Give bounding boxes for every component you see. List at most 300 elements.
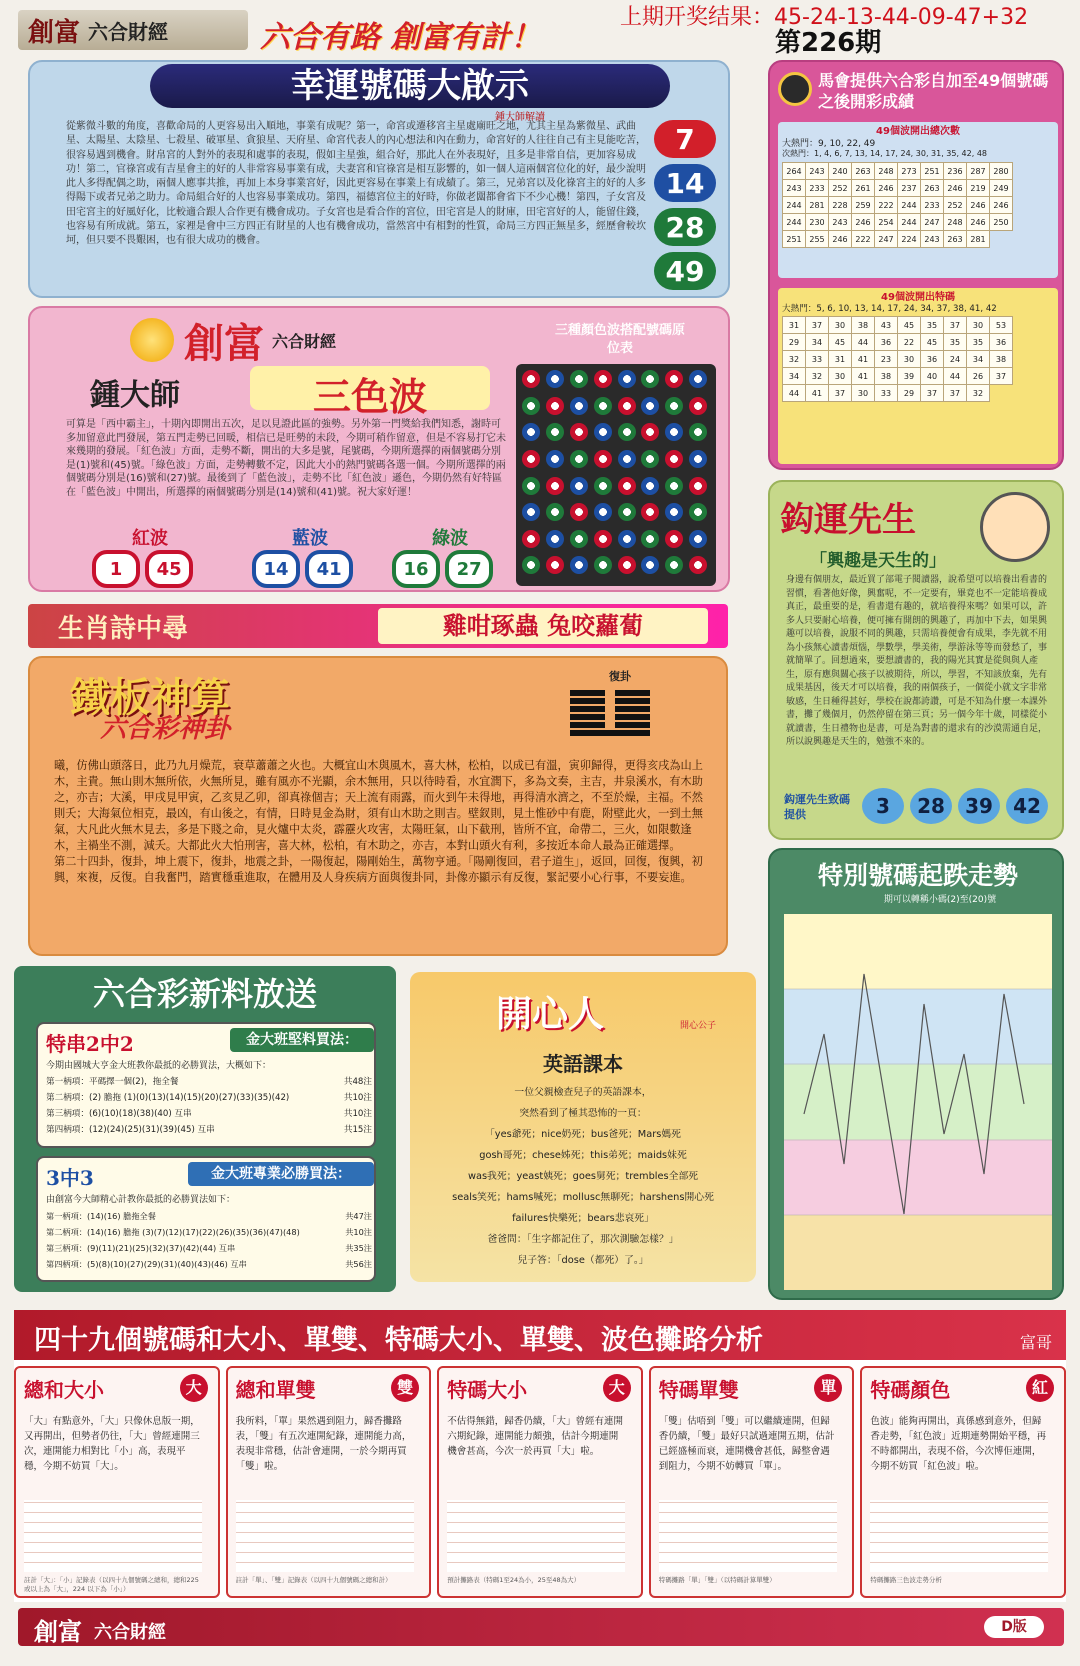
stat-cell: 248: [875, 163, 898, 180]
red-ball: 1: [92, 550, 140, 588]
stat-cell: 44: [783, 385, 806, 402]
footer-logo: 創富: [34, 1617, 82, 1646]
stat-cell: 40: [921, 368, 944, 385]
stat-cell: 37: [921, 385, 944, 402]
stat-cell: 30: [852, 385, 875, 402]
grid-ball: [594, 556, 612, 574]
new-material-title: 六合彩新料放送: [92, 975, 317, 1013]
stat-cell: 45: [829, 334, 852, 351]
joke-line: 爸爸問：「生字都記住了，那次測驗怎樣？」: [487, 1234, 679, 1245]
stat-cell: 36: [921, 351, 944, 368]
stat-cell: 31: [829, 351, 852, 368]
grid-ball: [570, 450, 588, 468]
happy-person-title: 開心人: [495, 993, 604, 1035]
stat-cell: 32: [783, 351, 806, 368]
grid-ball: [546, 397, 564, 415]
stat-cell: 30: [829, 317, 852, 334]
column-note: 註計「大」：「小」記錄表（以四十九個號碼之總和，總和225 或以上為「大」，224 以下為「小」）: [24, 1576, 199, 1593]
three-color-panel: [28, 306, 730, 592]
grid-ball: [570, 423, 588, 441]
cartoon-face-icon: [980, 492, 1050, 562]
column-badge: 大: [603, 1374, 631, 1402]
row-label: 第四柄項：(12)(24)(25)(31)(39)(45) 互串: [46, 1125, 215, 1135]
color-group-green: [380, 524, 520, 588]
issue-number: 第226期: [775, 28, 882, 58]
grid-ball: [689, 397, 707, 415]
iron-plate-text: 曦，仿佛山頭落日，此乃九月燥荒，衰草蕭蕭之火也。大概宜山木與風木，喜大林，松柏，以成已有溫，寅卯歸得，更得亥戌為山上木，主貴。無山則木無所依，火無所見，雖有風亦不光顯，余木無用，只以待時看，水宜潤下，多為文奏，主吉，井泉溪水，有木助之，亦吉；大溪，甲戌見甲寅，乙亥見乙卯，卻真祿個吉；天上流有雨露，而火到午未得地，再得清水濟之，不至於燥，主福。不然則夭；大海氣位相克，最凶，有山後之，有情，日時見金為財，須有山木助之則吉。壁釵則，見土惟砂中有鹿，附壁此火，一到土無氣，大凡此火無木見去，多是下賤之命，見火爐中太炎，霹靂火攻害，太陽旺氣，山下截刑，皆所不宜，命帶二，三火，如限數逢木，主禍坐不測，減夭。大都此火大怕刑害，喜大林，松柏，有木助之，亦吉，本對山頭火有利，多按近本命人最為正確選擇。 第二十四卦，復卦，坤上震下，復卦，地震之卦，一陽復起，陽剛始生，萬物亨通。「陽剛復回，君子道生」，返回，回復，復興，初興，來複，反復。自我奮門，踏實穩重進取，在體用及人身疾病方面與復卦同，卦像亦顯示有反復，緊記要小心行事，不要妄進。: [54, 759, 703, 884]
stat-cell: 222: [875, 197, 898, 214]
special-2-of-2-box: [36, 1022, 376, 1148]
grid-ball: [546, 370, 564, 388]
stat-cell: 281: [806, 197, 829, 214]
position-table-title: 三種顏色波搭配號碼原位表: [554, 323, 685, 356]
edition-badge: D版: [984, 1616, 1044, 1638]
column-title: 特碼單雙: [658, 1378, 739, 1402]
stat-cell: 243: [829, 214, 852, 231]
grid-ball: [570, 477, 588, 495]
logo-sub: 六合財經: [88, 19, 169, 44]
stat-cell: 263: [852, 163, 875, 180]
analysis-columns: [14, 1366, 1066, 1602]
iron-plate-panel: [28, 656, 728, 956]
analysis-column: [14, 1366, 220, 1598]
stat-cell: 246: [829, 231, 852, 248]
grid-ball: [522, 477, 540, 495]
stat-cell: 37: [944, 317, 967, 334]
joke-line: gosh哥死；chese姊死；this弟死；maids妹死: [479, 1150, 687, 1161]
grid-ball: [522, 370, 540, 388]
joke-line: 一位父親檢查兒子的英語課本，: [514, 1087, 652, 1098]
column-title: 特碼顏色: [870, 1378, 951, 1402]
stat-cell: 35: [921, 317, 944, 334]
box1-title: 特串2中2: [46, 1032, 134, 1056]
zodiac-poem-bar: [28, 604, 728, 648]
stat-cell: 33: [875, 385, 898, 402]
slogan: 六合有路 創富有計！: [260, 20, 541, 55]
stat-cell: 251: [921, 163, 944, 180]
logo-text: 創富: [28, 17, 81, 48]
grid-ball: [594, 503, 612, 521]
column-text: 「雙」估唔到「雙」可以繼續連開，但歸香仍續，「雙」最好只試過連開五期，估計已經盛極而衰，連開機會甚低，歸整會遇到阻力，今期不妨轉買「單」。: [658, 1416, 835, 1472]
grid-ball: [594, 423, 612, 441]
column-text: 「大」有點意外，「大」只像休息版一期，又再開出，但勢者仍往，「大」曾經連開三次，連開能力相對比「小」高，表現平穩，今期不妨買「大」。: [24, 1416, 200, 1472]
stats-table1-box: [778, 122, 1058, 278]
stat-cell: 246: [967, 214, 990, 231]
stat-cell: 224: [898, 231, 921, 248]
column-text: 不估得無錯，歸香仍續，「大」曾經有連開六期紀錄，連開能力頗強，估計今期連開機會甚高，今次一於再買「大」啦。: [447, 1416, 623, 1457]
stat-cell: 255: [806, 231, 829, 248]
grid-ball: [522, 530, 540, 548]
stat-cell: 32: [806, 368, 829, 385]
footer-logo-sub: 六合財經: [94, 1622, 166, 1643]
stat-cell: 243: [806, 163, 829, 180]
grid-ball: [618, 370, 636, 388]
grid-ball: [618, 503, 636, 521]
table1-grid: [782, 162, 1013, 248]
box2-intro: 由創富今大師精心計教你最抵的必勝買法如下：: [46, 1195, 236, 1205]
grid-ball: [522, 397, 540, 415]
lucky-sir-text: 身邊有個朋友，最近買了部電子閱讀器，說希望可以培養出看書的習慣，看著他好像，興奮呢，不一定要有，畢竟也不一定能培養成真正，最重要的是，看書還有趣的，就培養得來嗎？如果可以，許多人只要耐心培養，便可擁有開朗的興趣了，再加中下去，如果興趣可以培養，說服不同的興趣，只需培養便會有成果，李先就不用為小孩無心讀書煩惱，學數學，學美術，學游泳等等而發愁了，事就簡單了。回想過來，要想讀書的，我的陽光其實是從與與人產生，原有應與關心孩子以被期待，所以，學習，不知該放棄，先有成果基因，後天才可以培養，我的兩個孩子，一個從小就文字非常敏感，生日種得甚好，學校在說都誇讚，可是不知為什麼一本課外書，攤了幾個月，仍然停留在第三頁；另一個今年十歲，同樣從小就讀書，生日禮物也是書，可是為對書的還求有的沙漠需通自足，所以說興趣是天生的，勉強不來的。: [786, 575, 1048, 747]
analysis-title-bar: [14, 1310, 1066, 1360]
stat-cell: 34: [967, 351, 990, 368]
box2-tag: 金大班專業必勝買法：: [188, 1162, 374, 1186]
stat-cell: 41: [852, 351, 875, 368]
box2-rows: [46, 1208, 372, 1280]
grid-ball: [546, 556, 564, 574]
stat-cell: 22: [898, 334, 921, 351]
stat-cell: 280: [990, 163, 1013, 180]
stat-cell: 263: [921, 180, 944, 197]
green-ball: 27: [445, 550, 493, 588]
master-name: 鍾大師: [90, 378, 180, 413]
grid-ball: [522, 503, 540, 521]
stats-logo-icon: [778, 72, 812, 106]
stat-cell: 237: [898, 180, 921, 197]
brand-logo: [18, 10, 248, 50]
column-grid: [24, 1500, 202, 1572]
lucky-sir-ball: 3: [862, 788, 904, 824]
trend-subtitle: 期可以轉稱小碼(2)至(20)號: [883, 895, 997, 905]
box1-row: [46, 1074, 372, 1090]
lucky-sir-title: 鈎運先生: [780, 500, 916, 540]
new-material-panel: [14, 966, 396, 1292]
box1-row: [46, 1090, 372, 1106]
grid-ball: [618, 397, 636, 415]
red-ball: 45: [145, 550, 193, 588]
stat-cell: 244: [898, 197, 921, 214]
row-value: 共10注: [345, 1227, 372, 1237]
row-value: 共15注: [343, 1125, 372, 1135]
grid-ball: [641, 370, 659, 388]
column-note: 特碼攤路三色波走勢分析: [870, 1576, 942, 1584]
table2-grid: [782, 316, 1013, 402]
analysis-column: [649, 1366, 855, 1598]
box1-intro: 今期由國城大亨金大班教你最抵的必勝買法，大概如下：: [46, 1061, 272, 1071]
lucky-sir-ball: 28: [910, 788, 952, 824]
stat-cell: 244: [783, 214, 806, 231]
grid-ball: [641, 556, 659, 574]
grid-ball: [641, 397, 659, 415]
grid-ball: [689, 423, 707, 441]
stat-cell: 264: [783, 163, 806, 180]
joke-line: 「yes爺死；nice奶死；bus爸死；Mars媽死: [485, 1129, 681, 1140]
table1-hot: 大熱門：9, 10, 22, 49: [782, 139, 876, 149]
row-value: 共47注: [345, 1211, 372, 1221]
stats-table2-box: [778, 288, 1058, 464]
grid-ball: [570, 503, 588, 521]
analysis-column: [860, 1366, 1066, 1598]
stat-cell: 44: [944, 368, 967, 385]
grid-ball: [546, 530, 564, 548]
top-bar: [0, 0, 1080, 60]
row-value: 共10注: [343, 1109, 372, 1119]
stat-cell: 233: [806, 180, 829, 197]
stat-cell: 250: [990, 214, 1013, 231]
color-group-blue: [240, 524, 380, 588]
row-label: 第一柄項：(14)(16) 膽拖全餐: [46, 1211, 156, 1221]
stat-cell: 248: [944, 214, 967, 231]
three-color-text: 可算是「西中霸主」，十期內即開出五次，足以見證此區的強勢。另外第一門獎給我們知悉，謝時可多加留意此門發展，第五門走勢已回暖，相信已是旺勢的未段，今期可稍作留意，但是不容易打它未來幾期的發展。「紅色波」方面，走勢不斷，開出的大多是號，尾號碼，今期所選擇的兩個號碼分別是(1)號和(45)號。「綠色波」方面，走勢轉數不定，因此大小的熱門號碼各選一個。今期所選擇的兩個號碼分別是(16)號和(27)號。最後到了「藍色波」，走勢不比「紅色波」遜色，今期仍然有好特區在「藍色波」中開出，所選擇的兩個號碼分別是(14)號和(41)號。祝大家好運！: [66, 419, 506, 498]
grid-ball: [689, 503, 707, 521]
stat-cell: 37: [829, 385, 852, 402]
stat-cell: 244: [898, 214, 921, 231]
zodiac-poem-title: 生肖詩中尋: [58, 614, 189, 644]
chuangfu-logo: [130, 316, 480, 367]
lucky-sir-ball: 39: [958, 788, 1000, 824]
stat-cell: 243: [921, 231, 944, 248]
grid-ball: [618, 477, 636, 495]
stat-cell: 29: [783, 334, 806, 351]
grid-ball: [689, 556, 707, 574]
stat-cell: 233: [921, 197, 944, 214]
table2-hot: 大熱門：5, 6, 10, 13, 14, 17, 24, 34, 37, 38, 41, 42: [782, 304, 997, 314]
stat-cell: 33: [806, 351, 829, 368]
grid-ball: [665, 370, 683, 388]
column-grid: [659, 1500, 837, 1572]
stat-cell: 41: [806, 385, 829, 402]
lucky-numbers-title: 幸運號碼大啟示: [150, 64, 670, 108]
stat-cell: 30: [829, 368, 852, 385]
grid-ball: [689, 530, 707, 548]
column-title: 總和大小: [24, 1378, 104, 1402]
stat-cell: 35: [967, 334, 990, 351]
stat-cell: 24: [944, 351, 967, 368]
happy-person-author: 開心公子: [680, 1021, 717, 1031]
analysis-title: 四十九個號碼和大小、單雙、特碼大小、單雙、波色攤路分析: [34, 1325, 763, 1356]
box2-title: 3中3: [46, 1166, 94, 1190]
grid-ball: [618, 556, 636, 574]
lucky-ball: 49: [654, 252, 716, 290]
grid-ball: [665, 530, 683, 548]
row-label: 第三柄項：(6)(10)(18)(38)(40) 互串: [46, 1109, 192, 1119]
stat-cell: 246: [967, 197, 990, 214]
grid-ball: [641, 423, 659, 441]
ball-grid: [516, 364, 716, 586]
row-label: 第一柄項：平碼擇一個(2)，拖全餐: [46, 1077, 179, 1087]
column-badge: 雙: [391, 1374, 419, 1402]
column-note: 特碼攤路「單」「雙」（以特碼計算單雙）: [658, 1576, 776, 1584]
stat-cell: 36: [990, 334, 1013, 351]
grid-ball: [689, 477, 707, 495]
grid-ball: [522, 423, 540, 441]
column-note: 預計攤路表（特碼1至24為小，25至48為大）: [447, 1576, 581, 1584]
stat-cell: 36: [875, 334, 898, 351]
stat-cell: 246: [852, 214, 875, 231]
stat-cell: 37: [806, 317, 829, 334]
stat-cell: 41: [852, 368, 875, 385]
lucky-numbers-panel: [28, 60, 730, 298]
stat-cell: 44: [852, 334, 875, 351]
grid-ball: [522, 450, 540, 468]
grid-ball: [522, 556, 540, 574]
happy-person-lines: [418, 1082, 748, 1272]
stat-cell: 23: [875, 351, 898, 368]
stat-cell: 38: [875, 368, 898, 385]
stat-cell: 246: [990, 197, 1013, 214]
table2-title: 49個波開出特碼: [881, 292, 955, 303]
stat-cell: 273: [898, 163, 921, 180]
3-of-3-box: [36, 1156, 376, 1282]
row-value: 共35注: [345, 1243, 372, 1253]
stat-cell: 244: [783, 197, 806, 214]
table1-next: 次熱門：1, 4, 6, 7, 13, 14, 17, 24, 30, 31, 35, 42, 48: [782, 149, 988, 158]
column-grid: [870, 1500, 1048, 1572]
grid-ball: [665, 450, 683, 468]
column-badge: 單: [814, 1374, 842, 1402]
stat-cell: 254: [875, 214, 898, 231]
chuangfu-logo-sub: 六合財經: [272, 331, 337, 351]
stat-cell: 38: [990, 351, 1013, 368]
analysis-column: [437, 1366, 643, 1598]
stat-cell: 219: [967, 180, 990, 197]
stat-cell: 29: [898, 385, 921, 402]
grid-ball: [594, 530, 612, 548]
stat-cell: 31: [783, 317, 806, 334]
lucky-sir-footer-label: 鈎運先生致碼提供: [784, 793, 850, 821]
stats-title: 馬會提供六合彩自加至49個號碼之後開彩成績: [818, 71, 1049, 111]
joke-line: seals笑死；hams喊死；mollusc無聊死；harshens開心死: [452, 1192, 714, 1203]
grid-ball: [665, 423, 683, 441]
grid-ball: [641, 503, 659, 521]
box2-row: [46, 1240, 372, 1256]
stat-cell: 38: [852, 317, 875, 334]
grid-ball: [641, 477, 659, 495]
joke-line: failures快樂死；bears悲哀死」: [512, 1213, 654, 1224]
color-group-red: [80, 524, 220, 588]
hexagram-icon: [570, 688, 650, 738]
joke-line: 兒子答：「dose（都死）了。」: [517, 1255, 649, 1266]
stat-cell: 37: [944, 385, 967, 402]
stat-cell: 249: [990, 180, 1013, 197]
grid-ball: [546, 450, 564, 468]
lucky-sir-ball: 42: [1006, 788, 1048, 824]
grid-ball: [641, 530, 659, 548]
joke-line: 突然看到了極其恐怖的一頁：: [519, 1108, 647, 1119]
stat-cell: 230: [806, 214, 829, 231]
grid-ball: [618, 530, 636, 548]
stat-cell: 53: [990, 317, 1013, 334]
grid-ball: [594, 450, 612, 468]
sun-icon: [130, 318, 174, 362]
stat-cell: 45: [921, 334, 944, 351]
stats-panel: [768, 60, 1064, 470]
stat-cell: 243: [783, 180, 806, 197]
grid-ball: [594, 397, 612, 415]
joke-line: was我死；yeast姨死；goes舅死；trembles全部死: [467, 1171, 699, 1182]
stat-cell: 34: [783, 368, 806, 385]
stat-cell: 30: [898, 351, 921, 368]
row-value: 共48注: [343, 1077, 372, 1087]
blue-ball: 41: [305, 550, 353, 588]
stat-cell: 287: [967, 163, 990, 180]
column-badge: 大: [180, 1374, 208, 1402]
box2-row: [46, 1224, 372, 1240]
stat-cell: 252: [944, 197, 967, 214]
stat-cell: 240: [829, 163, 852, 180]
happy-person-panel: [410, 972, 756, 1282]
analysis-column: [226, 1366, 432, 1598]
analysis-panel: [14, 1310, 1066, 1602]
column-grid: [447, 1500, 625, 1572]
grid-ball: [546, 477, 564, 495]
stat-cell: 228: [829, 197, 852, 214]
lucky-numbers-text: 從紫微斗數的角度，喜歡命局的人更容易出入順地，事業有成呢？第一，命宮或遷移宮主星處廟旺之地，尤其主星為紫微星、武曲星、太陽星、太陰星、七殺星、破軍星、貪狼星、天府星、命宮代表人的內心想法和內在動力，命宮好的人往往自己有主見能吃苦，很容易遇到機會。財帛宮的人對外的表現和處事的表現，假如主星強，組合好，那此人在外表現好，且多是非常自信，更加容易成功！第二，官祿宮或有吉星會主的好的人非常容易事業有成，夫妻宮和官祿宮是相互影響的，如一個人這兩個宮位化的好，最少說明此人多得配偶之助，兩個人應事共推，再加上本身事業宮好，因此更容易在事業上有成績了。第三，兄弟宮以及化祿宮主的好的人多得陽下或者兄弟之助力。命局組合好的人也容易事業成功。第四，福德宮位主的好時，你做老闆都會省下不少心機！第四，子女宮及田宅宮主的好風好化，比較適合跟人合作更有機會成功。子女宮也是看合作的宮位，田宅宮是人的財庫，田宅宮好的人，能留住錢，也容易有所成就。第五，家裡是會中三方四正有財星的人也有機會成功，當然宮中有相對的性質，命局三方四正無星多，經歷會較坎坷，但只要不畏艱困，也有很大成功的機會。: [66, 121, 646, 247]
stat-cell: 247: [921, 214, 944, 231]
column-title: 總和單雙: [235, 1378, 316, 1402]
stat-cell: 222: [852, 231, 875, 248]
group-label: 綠波: [432, 528, 468, 549]
chuangfu-logo-text: 創富: [184, 319, 264, 367]
grid-ball: [546, 423, 564, 441]
stat-cell: 246: [944, 180, 967, 197]
box1-row: [46, 1106, 372, 1122]
table1-title: 49個波開出總次數: [876, 126, 960, 137]
trend-panel: [768, 848, 1064, 1300]
stat-cell: 263: [944, 231, 967, 248]
hexagram-label: 復卦: [609, 670, 631, 683]
column-text: 色波」能夠再開出，真係感到意外，但歸香走勢，「紅色波」近期連勢開始平穩，再不時都開出，表現不俗，今次博佢連開，今期不妨買「紅色波」啦。: [870, 1416, 1047, 1472]
iron-plate-title: 鐵板神算: [70, 674, 230, 721]
stat-cell: 32: [967, 385, 990, 402]
stat-cell: 281: [967, 231, 990, 248]
column-text: 我所料，「單」果然遇到阻力，歸香攤路表，「雙」有五次連開紀錄，連開能力高，表現非常穩，估計會連開，一於今期再買「雙」啦。: [235, 1416, 412, 1472]
grid-ball: [665, 477, 683, 495]
lucky-ball: 14: [654, 164, 716, 202]
grid-ball: [570, 556, 588, 574]
column-badge: 紅: [1026, 1374, 1054, 1402]
lucky-sir-balls: [862, 788, 1058, 828]
grid-ball: [570, 397, 588, 415]
grid-ball: [689, 370, 707, 388]
three-color-title: 三色波: [250, 366, 490, 410]
lucky-ball: 28: [654, 208, 716, 246]
grid-ball: [594, 370, 612, 388]
row-label: 第二柄項：(14)(16) 膽拖 (3)(7)(12)(17)(22)(26)(35)(36)(47)(48): [46, 1227, 300, 1237]
trend-title: 特別號碼起跌走勢: [817, 861, 1018, 890]
stat-cell: 39: [898, 368, 921, 385]
box2-row: [46, 1208, 372, 1224]
lucky-ball: 7: [654, 120, 716, 158]
row-label: 第四柄項：(5)(8)(10)(27)(29)(31)(40)(43)(46) 互串: [46, 1259, 247, 1269]
stat-cell: 261: [852, 180, 875, 197]
grid-ball: [618, 450, 636, 468]
lucky-numbers-subtitle: 鍾大師解讀: [495, 112, 545, 123]
stat-cell: 37: [990, 368, 1013, 385]
grid-ball: [641, 450, 659, 468]
green-ball: 16: [392, 550, 440, 588]
stat-cell: 35: [944, 334, 967, 351]
grid-ball: [594, 477, 612, 495]
column-title: 特碼大小: [447, 1378, 528, 1402]
grid-ball: [665, 503, 683, 521]
grid-ball: [570, 530, 588, 548]
grid-ball: [665, 556, 683, 574]
stat-cell: 259: [852, 197, 875, 214]
lucky-sir-subtitle: 「興趣是天生的」: [810, 551, 946, 571]
box1-row: [46, 1122, 372, 1138]
box1-tag: 金大班堅料買法：: [230, 1028, 374, 1052]
trend-lines: [784, 914, 1052, 1290]
stat-cell: 252: [829, 180, 852, 197]
row-value: 共56注: [345, 1259, 372, 1269]
column-note: 註計「單」、「雙」記錄表（以四十九個號碼之總和計）: [235, 1576, 392, 1584]
stat-cell: 236: [944, 163, 967, 180]
box2-row: [46, 1256, 372, 1272]
result-label: 上期开奖结果：: [620, 5, 775, 30]
box1-rows: [46, 1074, 372, 1146]
stat-cell: 26: [967, 368, 990, 385]
stat-cell: 247: [875, 231, 898, 248]
